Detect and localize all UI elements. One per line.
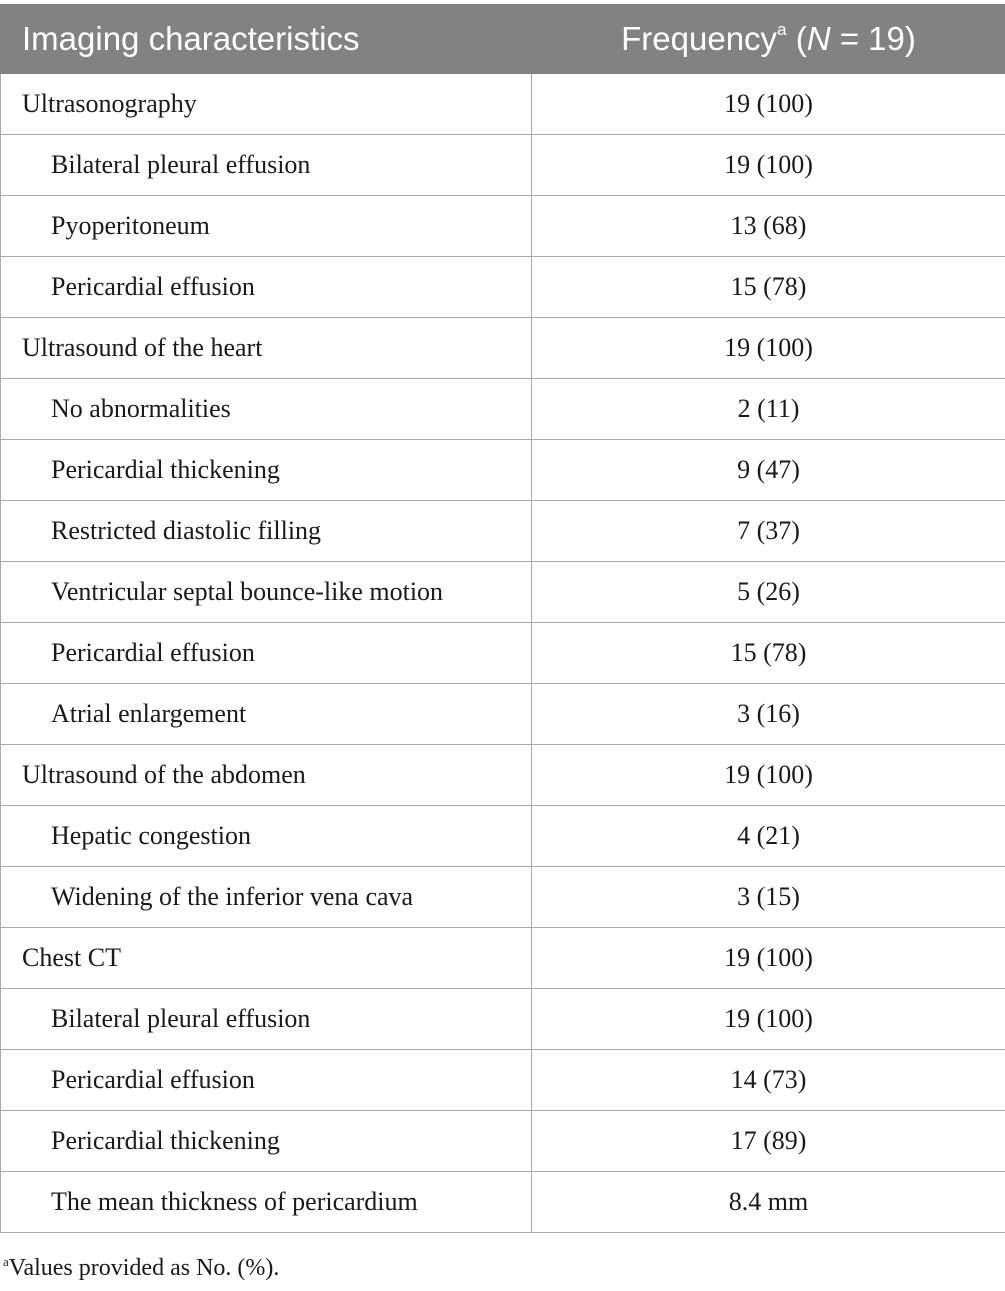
row-value: 8.4 mm [532, 1172, 1005, 1233]
table-row [1, 74, 1005, 135]
row-value: 3 (15) [532, 867, 1005, 928]
row-value: 3 (16) [532, 684, 1005, 745]
row-label: Bilateral pleural effusion [1, 135, 532, 196]
table-row [1, 989, 1005, 1050]
row-label: Atrial enlargement [1, 684, 532, 745]
row-label: Pericardial thickening [1, 440, 532, 501]
row-label: Pericardial effusion [1, 257, 532, 318]
table-row [1, 684, 1005, 745]
row-value: 9 (47) [532, 440, 1005, 501]
row-value: 19 (100) [532, 989, 1005, 1050]
table-row [1, 1111, 1005, 1172]
table-row [1, 867, 1005, 928]
header-imaging-characteristics: Imaging characteristics [1, 5, 532, 74]
row-label: Widening of the inferior vena cava [1, 867, 532, 928]
row-value: 19 (100) [532, 928, 1005, 989]
table-row [1, 928, 1005, 989]
table-row [1, 745, 1005, 806]
header-frequency-open: ( [786, 20, 807, 57]
footnote-mark: a [3, 1254, 9, 1269]
row-label: Pericardial effusion [1, 1050, 532, 1111]
header-frequency-text: Frequency [621, 20, 778, 57]
row-value: 5 (26) [532, 562, 1005, 623]
row-label: Ventricular septal bounce-like motion [1, 562, 532, 623]
row-value: 14 (73) [532, 1050, 1005, 1111]
table-row [1, 135, 1005, 196]
table-row [1, 1172, 1005, 1233]
row-value: 15 (78) [532, 257, 1005, 318]
row-label: Bilateral pleural effusion [1, 989, 532, 1050]
row-label: Pericardial effusion [1, 623, 532, 684]
table-row [1, 318, 1005, 379]
table-row [1, 1050, 1005, 1111]
table-row [1, 196, 1005, 257]
table-row [1, 562, 1005, 623]
row-label: Chest CT [1, 928, 532, 989]
table-footnote [3, 1254, 279, 1282]
row-label: The mean thickness of pericardium [1, 1172, 532, 1233]
header-frequency-count: = 19) [830, 20, 916, 57]
row-label: Pyoperitoneum [1, 196, 532, 257]
row-label: Ultrasound of the heart [1, 318, 532, 379]
row-label: No abnormalities [1, 379, 532, 440]
footnote-text: Values provided as No. (%). [8, 1255, 280, 1281]
row-value: 17 (89) [532, 1111, 1005, 1172]
row-value: 7 (37) [532, 501, 1005, 562]
header-frequency-n: N [806, 20, 831, 57]
row-label: Pericardial thickening [1, 1111, 532, 1172]
row-label: Ultrasound of the abdomen [1, 745, 532, 806]
imaging-characteristics-table [0, 4, 1005, 1233]
row-value: 19 (100) [532, 318, 1005, 379]
row-value: 4 (21) [532, 806, 1005, 867]
row-value: 19 (100) [532, 74, 1005, 135]
row-label: Hepatic congestion [1, 806, 532, 867]
table-row [1, 623, 1005, 684]
row-value: 13 (68) [532, 196, 1005, 257]
row-value: 15 (78) [532, 623, 1005, 684]
table-header-row [1, 5, 1005, 74]
table-row [1, 806, 1005, 867]
row-label: Ultrasonography [1, 74, 532, 135]
header-frequency-footnote-mark: a [777, 20, 787, 39]
table-row [1, 379, 1005, 440]
table-row [1, 501, 1005, 562]
row-value: 2 (11) [532, 379, 1005, 440]
table-body [1, 74, 1005, 1233]
row-value: 19 (100) [532, 745, 1005, 806]
row-value: 19 (100) [532, 135, 1005, 196]
header-frequency [532, 5, 1005, 74]
table-row [1, 257, 1005, 318]
row-label: Restricted diastolic filling [1, 501, 532, 562]
table-row [1, 440, 1005, 501]
